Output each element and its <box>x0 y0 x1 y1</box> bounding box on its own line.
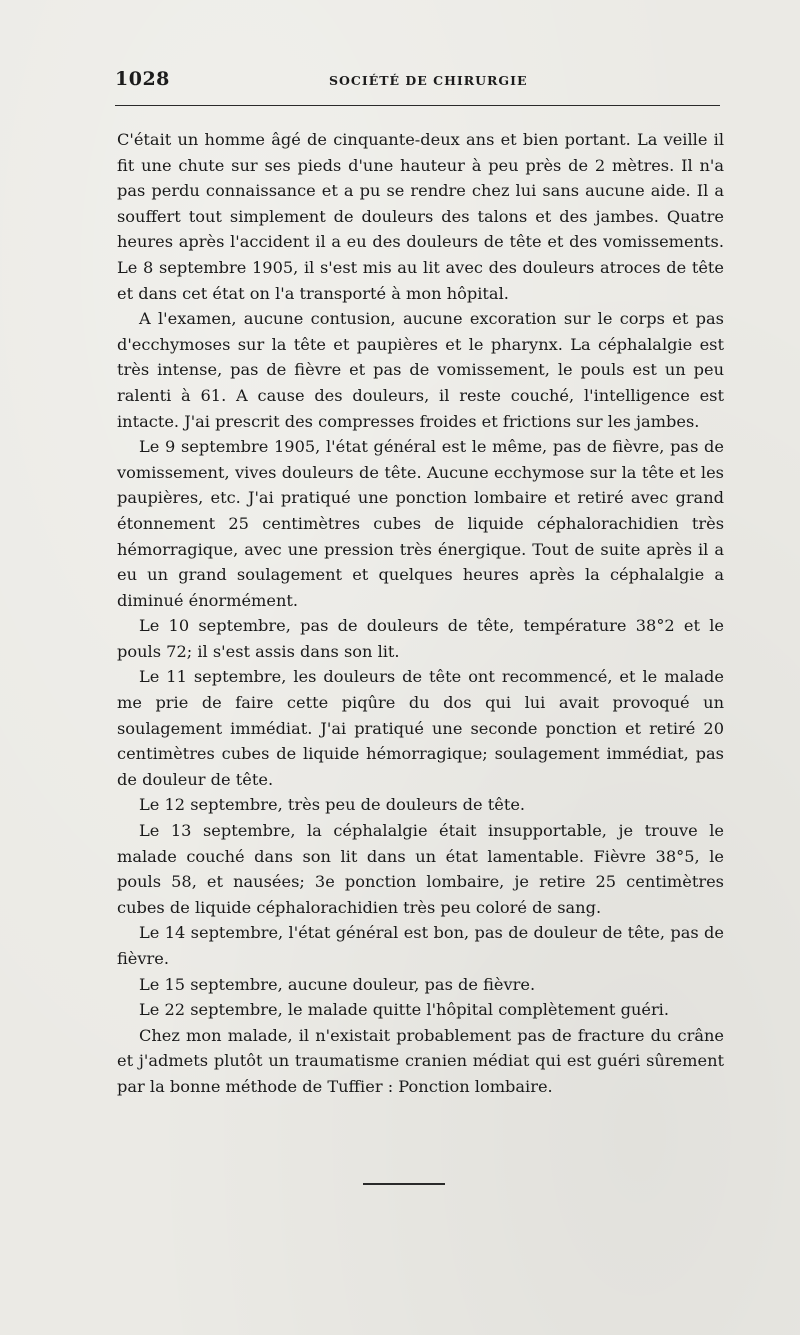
paragraph-sept-13: Le 13 septembre, la céphalalgie était insupportable, je trouve le malade couché dans son lit dans un état lamentable. Fièvre 38°5, le pouls 58, et nausées; 3e ponction lombaire, je retire 25 centimètres cubes de liquide céphalorachidien très peu coloré de sang. <box>117 821 724 917</box>
paragraph-sept-22: Le 22 septembre, le malade quitte l'hôpital complètement guéri. <box>139 1000 670 1020</box>
section-end-rule <box>363 1183 445 1185</box>
paragraph-sept-15: Le 15 septembre, aucune douleur, pas de fièvre. <box>139 974 536 994</box>
page-number: 1028 <box>115 68 170 90</box>
paragraph-sept-11: Le 11 septembre, les douleurs de tête ont recommencé, et le malade me prie de faire cette piqûre du dos qui lui avait provoqué un soulagement immédiat. J'ai pratiqué une seconde ponction et retiré 20 centimètres cubes de liquide hémorragique; soulagement immédiat, pas de douleur de tête. <box>117 667 724 789</box>
paragraph-conclusion: Chez mon malade, il n'existait probablement pas de fracture du crâne et j'admets plutôt un traumatisme cranien médiat qui est guéri sûrement par la bonne méthode de Tuffier : Ponction lombaire. <box>117 1025 724 1096</box>
paragraph-sept-10: Le 10 septembre, pas de douleurs de tête, température 38°2 et le pouls 72; il s'est assis dans son lit. <box>117 616 724 661</box>
header-rule <box>115 105 720 106</box>
article-body <box>117 127 724 1100</box>
running-head <box>115 68 720 94</box>
paragraph-sept-12: Le 12 septembre, très peu de douleurs de tête. <box>139 795 526 815</box>
paragraph-sept-14: Le 14 septembre, l'état général est bon, pas de douleur de tête, pas de fièvre. <box>117 923 724 968</box>
paragraph-examination: A l'examen, aucune contusion, aucune excoration sur le corps et pas d'ecchymoses sur la tête et paupières et le pharynx. La céphalalgie est très intense, pas de fièvre et pas de vomissement, le pouls est un peu ralenti à 61. A cause des douleurs, il reste couché, l'intelligence est intacte. J'ai prescrit des compresses froides et frictions sur les jambes. <box>117 309 724 431</box>
journal-title: SOCIÉTÉ DE CHIRURGIE <box>329 73 528 88</box>
paragraph-sept-9: Le 9 septembre 1905, l'état général est le même, pas de fièvre, pas de vomissement, vives douleurs de tête. Aucune ecchymose sur la tête et les paupières, etc. J'ai pratiqué une ponction lombaire et retiré avec grand étonnement 25 centimètres cubes de liquide céphalorachidien très hémorragique, avec une pression très énergique. Tout de suite après il a eu un grand soulagement et quelques heures après la céphalalgie a diminué énormément. <box>117 437 724 610</box>
paragraph-case-history: C'était un homme âgé de cinquante-deux ans et bien portant. La veille il fit une chute sur ses pieds d'une hauteur à peu près de 2 mètres. Il n'a pas perdu connaissance et a pu se rendre chez lui sans aucune aide. Il a souffert tout simplement de douleurs des talons et des jambes. Quatre heures après l'accident il a eu des douleurs de tête et des vomissements. Le 8 septembre 1905, il s'est mis au lit avec des douleurs atroces de tête et dans cet état on l'a transporté à mon hôpital. <box>117 130 724 303</box>
